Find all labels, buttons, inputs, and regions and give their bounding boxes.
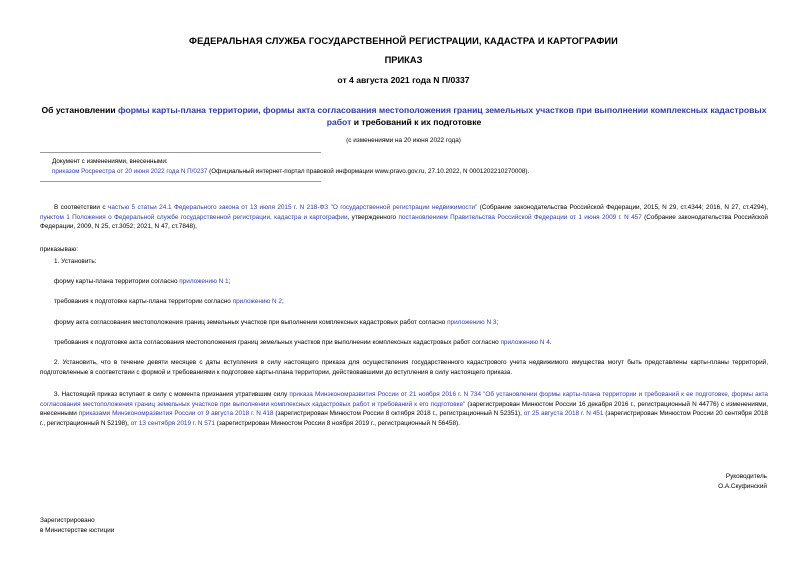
registration-line-1: Зарегистрировано xyxy=(40,517,95,524)
changes-top-divider xyxy=(40,152,321,153)
item3-paragraph xyxy=(40,390,768,428)
amending-order-418-link[interactable]: приказами Минэкономразвития России от 9 августа 2018 г. N 418 xyxy=(78,410,274,418)
item3-text: (зарегистрирован Минюстом России 20 сентября 2018 г., регистрационный N 52198), xyxy=(40,410,768,427)
appendix-2-link[interactable]: приложению N 2 xyxy=(232,298,282,305)
amending-order-451-link[interactable]: от 25 августа 2018 г. N 451 xyxy=(523,410,604,418)
revision-note: (с изменениями на 20 июня 2022 года) xyxy=(346,137,461,144)
item1-heading: 1. Установить: xyxy=(54,258,97,265)
title-forms-link[interactable]: формы карты-плана территории, формы акта согласования местоположения границ земельных участков при выполнении комплексных кадастровых работ xyxy=(118,105,767,127)
item-text: форму акта согласования местоположения границ земельных участков при выполнении комплексных кадастровых работ согласно xyxy=(54,319,448,326)
federal-law-link[interactable]: частью 5 статьи 24.1 Федерального закона от 13 июля 2015 г. N 218-ФЗ "О государственной регистрации недвижимости" xyxy=(107,204,478,211)
government-decree-link[interactable]: постановлением Правительства Российской Федерации от 1 июня 2009 г. N 457 xyxy=(398,213,642,221)
preamble-paragraph xyxy=(40,203,768,232)
item1-a xyxy=(54,278,230,285)
signature-block xyxy=(718,472,767,492)
item-end: ; xyxy=(281,298,284,305)
preamble-text: (Собрание законодательства Российской Федерации, 2015, N 29, ст.4344; 2016, N 27, ст.4294), xyxy=(477,204,768,211)
signatory-name: О.А.Скуфинский xyxy=(718,483,767,490)
agency-heading: ФЕДЕРАЛЬНАЯ СЛУЖБА ГОСУДАРСТВЕННОЙ РЕГИСТРАЦИИ, КАДАСТРА И КАРТОГРАФИИ xyxy=(189,36,618,46)
document-title xyxy=(40,105,768,128)
changes-line xyxy=(52,168,529,175)
item1-c xyxy=(54,319,498,326)
item3-text: (зарегистрирован Минюстом России 8 октября 2018 г., регистрационный N 52351), xyxy=(273,410,524,418)
registration-block xyxy=(40,516,114,535)
signatory-role: Руководитель xyxy=(725,473,767,480)
item1-d xyxy=(54,339,552,346)
item-end: . xyxy=(549,339,552,346)
regulation-link[interactable]: пунктом 1 Положения о Федеральной службе государственной регистрации, кадастра и картографии xyxy=(40,213,348,221)
item1-b xyxy=(54,298,284,305)
title-suffix: и требований к их подготовке xyxy=(351,116,482,127)
appendix-4-link[interactable]: приложению N 4 xyxy=(500,339,550,346)
item-text: форму карты-плана территории согласно xyxy=(54,278,180,285)
changes-source: (Официальный интернет-портал правовой информации www.pravo.gov.ru, 27.10.2022, N 0001202210270008). xyxy=(207,168,530,175)
item-text: требования к подготовке карты-плана территории согласно xyxy=(54,298,233,305)
doc-type-heading: ПРИКАЗ xyxy=(384,55,423,65)
amending-order-571-link[interactable]: от 13 сентября 2019 г. N 571 xyxy=(130,419,215,427)
changes-label: Документ с изменениями, внесенными: xyxy=(52,158,168,165)
changes-bottom-divider xyxy=(40,181,321,182)
item3-text: 3. Настоящий приказ вступает в силу с момента признания утратившим силу xyxy=(54,391,290,398)
doc-date-number: от 4 августа 2021 года N П/0337 xyxy=(337,75,470,85)
repealed-order-link[interactable]: приказа Минэкономразвития России от 21 ноября 2016 г. N 734 "Об установлении формы карты-плана территории и требований к ее подготовке, формы акта согласования местоположения границ земельных участков при выполнении комплексных кадастровых работ и требований к его подготовке" xyxy=(40,391,768,408)
item-text: требования к подготовке акта согласования местоположения границ земельных участков при выполнении комплексных кадастровых работ согласно xyxy=(54,339,501,346)
preamble-text: В соответствии с xyxy=(54,204,108,211)
registration-line-2: в Министерстве юстиции xyxy=(40,526,115,534)
item2-paragraph: 2. Установить, что в течение девяти месяцев с даты вступления в силу настоящего приказа для осуществления государственного кадастрового учета недвижимого имущества могут быть представлены карты-планы территорий, подготовленные в соответствии с формой и требованиями к подготовке карты-плана территории, действовавшими до вступления в силу настоящего приказа. xyxy=(40,359,768,376)
changes-order-link[interactable]: приказом Росреестра от 20 июня 2022 года N П/0237 xyxy=(52,168,208,175)
order-word: приказываю: xyxy=(40,246,78,253)
title-prefix: Об установлении xyxy=(41,105,119,115)
appendix-1-link[interactable]: приложению N 1 xyxy=(179,278,229,285)
item3-text: (зарегистрирован Минюстом России 16 декабря 2016 г., регистрационный N 44776) с изменениями, внесенными xyxy=(40,400,768,418)
preamble-text: , утвержденного xyxy=(347,213,399,221)
preamble-text: (Собрание законодательства Российской Федерации, 2009, N 25, ст.3052; 2021, N 47, ст.7848), xyxy=(40,213,769,231)
item3-text: (зарегистрирован Минюстом России 8 ноября 2019 г., регистрационный N 56458). xyxy=(214,419,460,427)
item-end: ; xyxy=(228,278,231,285)
appendix-3-link[interactable]: приложению N 3 xyxy=(447,319,497,326)
item-end: ; xyxy=(496,319,499,326)
